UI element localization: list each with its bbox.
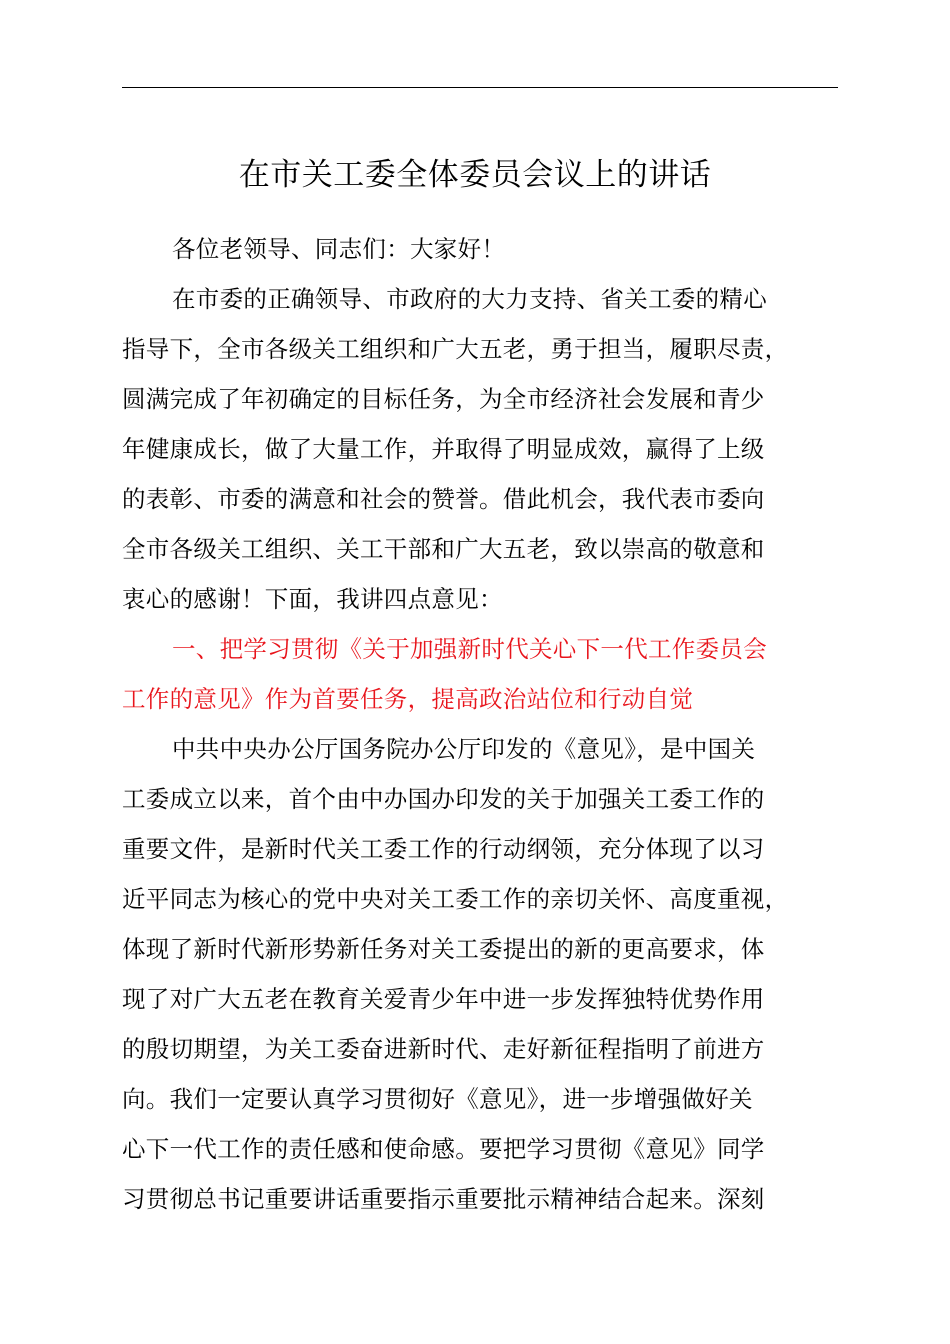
document-body xyxy=(122,224,838,1224)
text-line: 近平同志为核心的党中央对关工委工作的亲切关怀、高度重视， xyxy=(122,885,789,913)
text-line: 工委成立以来，首个由中办国办印发的关于加强关工委工作的 xyxy=(122,785,765,813)
header-rule xyxy=(122,87,838,88)
text-line: 衷心的感谢！下面，我讲四点意见： xyxy=(122,585,503,613)
text-line: 现了对广大五老在教育关爱青少年中进一步发挥独特优势作用 xyxy=(122,985,765,1013)
greeting-line: 各位老领导、同志们：大家好！ xyxy=(172,235,506,263)
heading-line: 工作的意见》作为首要任务，提高政治站位和行动自觉 xyxy=(122,685,694,713)
text-line: 圆满完成了年初确定的目标任务，为全市经济社会发展和青少 xyxy=(122,385,765,413)
text-line: 在市委的正确领导、市政府的大力支持、省关工委的精心 xyxy=(172,285,767,313)
text-line: 的表彰、市委的满意和社会的赞誉。借此机会，我代表市委向 xyxy=(122,485,765,513)
heading-line: 一、把学习贯彻《关于加强新时代关心下一代工作委员会 xyxy=(172,635,767,663)
text-line: 向。我们一定要认真学习贯彻好《意见》，进一步增强做好关 xyxy=(122,1085,753,1113)
text-line: 习贯彻总书记重要讲话重要指示重要批示精神结合起来。深刻 xyxy=(122,1185,765,1213)
text-line: 的殷切期望，为关工委奋进新时代、走好新征程指明了前进方 xyxy=(122,1035,765,1063)
text-line: 体现了新时代新形势新任务对关工委提出的新的更高要求，体 xyxy=(122,935,765,963)
section-heading-1 xyxy=(122,624,838,724)
text-line: 中共中央办公厅国务院办公厅印发的《意见》，是中国关 xyxy=(172,735,756,763)
text-line: 指导下，全市各级关工组织和广大五老，勇于担当，履职尽责， xyxy=(122,335,789,363)
text-line: 年健康成长，做了大量工作，并取得了明显成效，赢得了上级 xyxy=(122,435,765,463)
page-title: 在市关工委全体委员会议上的讲话 xyxy=(238,157,712,193)
paragraph-1 xyxy=(122,274,838,624)
text-line: 心下一代工作的责任感和使命感。要把学习贯彻《意见》同学 xyxy=(122,1135,765,1163)
text-line: 全市各级关工组织、关工干部和广大五老，致以崇高的敬意和 xyxy=(122,535,765,563)
paragraph-2 xyxy=(122,724,838,1224)
text-line: 重要文件，是新时代关工委工作的行动纲领，充分体现了以习 xyxy=(122,835,765,863)
